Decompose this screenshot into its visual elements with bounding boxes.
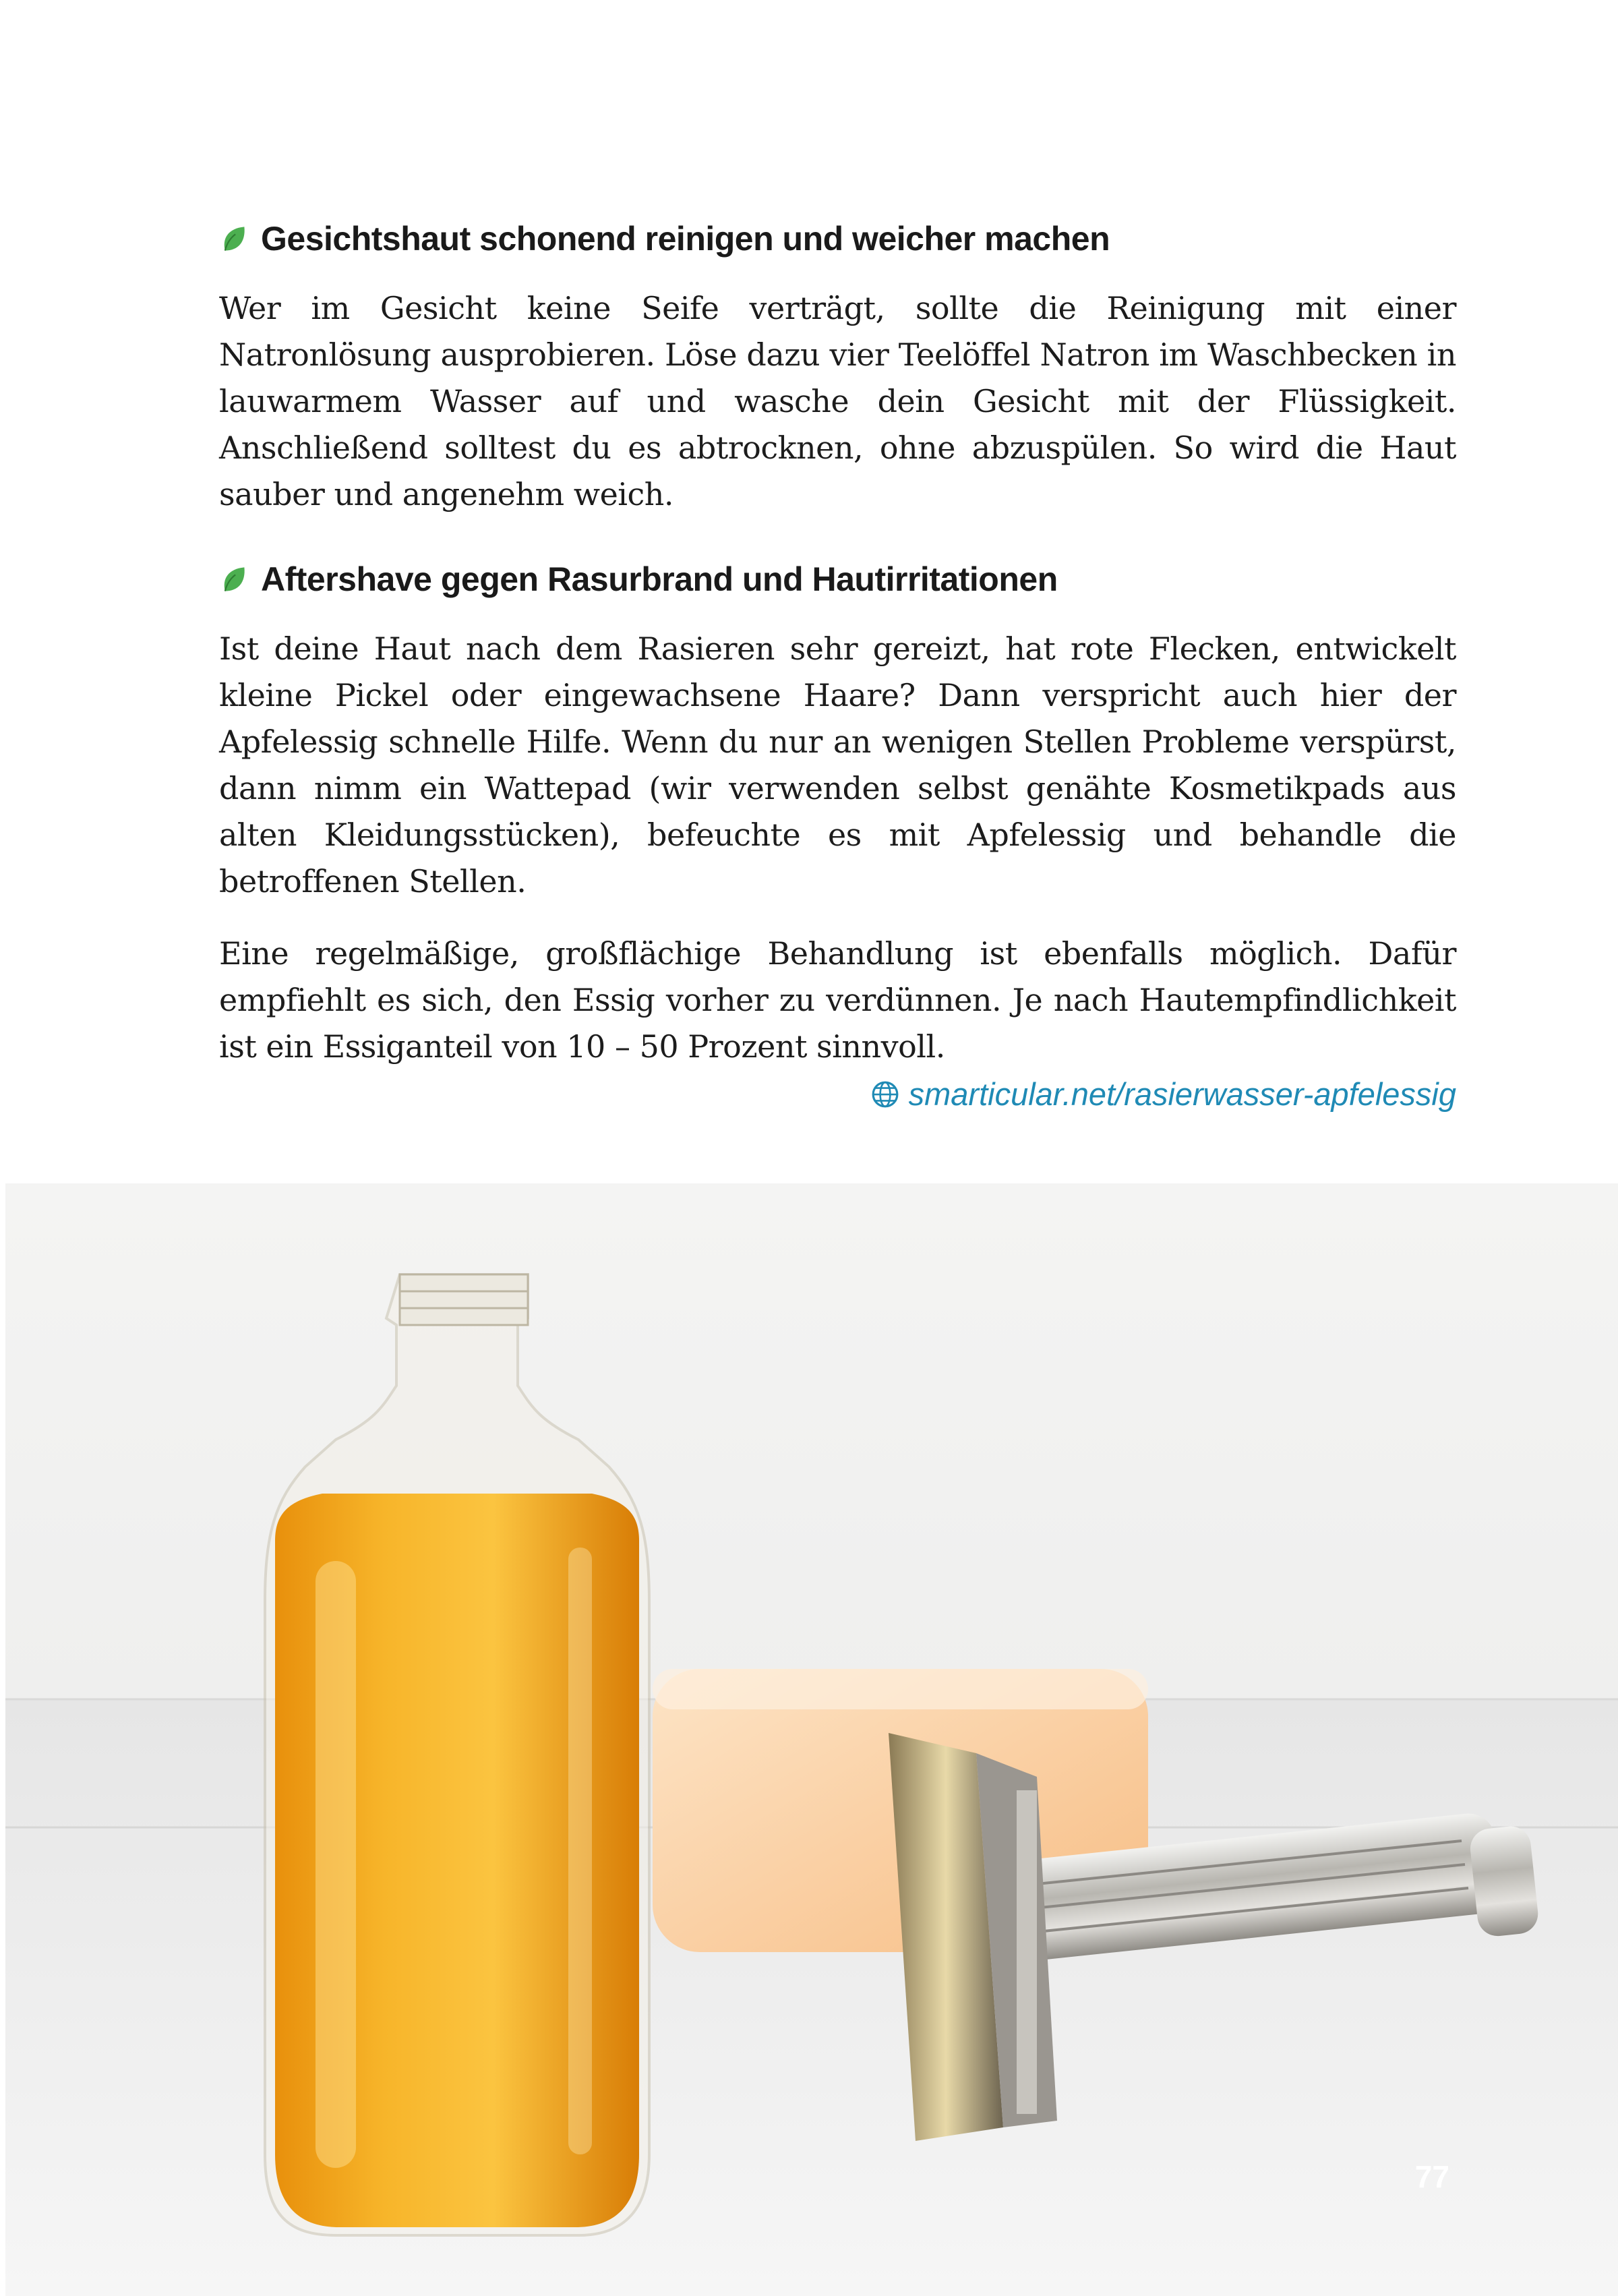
paragraph: Wer im Gesicht keine Seife verträgt, sollte die Reinigung mit einer Natronlösung ausprobieren. Löse dazu vier Teelöffel Natron im Waschbecken in lauwarmem Wasser auf und wasche dein Gesicht mit der Flüssigkeit. Anschließend solltest du es abtrocknen, ohne abzuspülen. So wird die Haut sauber und angenehm weich. (219, 290, 1456, 512)
leaf-icon (219, 564, 249, 594)
section-heading-text: Aftershave gegen Rasurbrand und Hautirritationen (261, 560, 1058, 598)
product-photo (5, 1183, 1618, 2296)
globe-icon (871, 1080, 899, 1109)
section-heading (219, 560, 1456, 599)
section-gesichtshaut (219, 219, 1456, 543)
section-aftershave (219, 560, 1456, 1096)
leaf-icon (219, 224, 249, 254)
link-text: smarticular.net/rasierwasser-apfelessig (908, 1076, 1456, 1112)
page-number: 77 (1414, 2159, 1449, 2194)
section-heading-text: Gesichtshaut schonend reinigen und weicher machen (261, 220, 1110, 258)
paragraph: Ist deine Haut nach dem Rasieren sehr gereizt, hat rote Flecken, entwickelt kleine Pickel oder eingewachsene Haare? Dann verspricht auch hier der Apfelessig schnelle Hilfe. Wenn du nur an wenigen Stellen Probleme verspürst, dann nimm ein Wattepad (wir verwenden selbst genähte Kosmetikpads aus alten Kleidungsstücken), befeuchte es mit Apfelessig und behandle die betroffenen Stellen. (219, 630, 1456, 900)
section-heading (219, 219, 1456, 258)
paragraph: Eine regelmäßige, großflächige Behandlung ist ebenfalls möglich. Dafür empfiehlt es sich, den Essig vorher zu verdünnen. Je nach Hautempfindlichkeit ist ein Essiganteil von 10 – 50 Prozent sinnvoll. (219, 935, 1456, 1065)
smarticular-link[interactable] (871, 1076, 1456, 1113)
